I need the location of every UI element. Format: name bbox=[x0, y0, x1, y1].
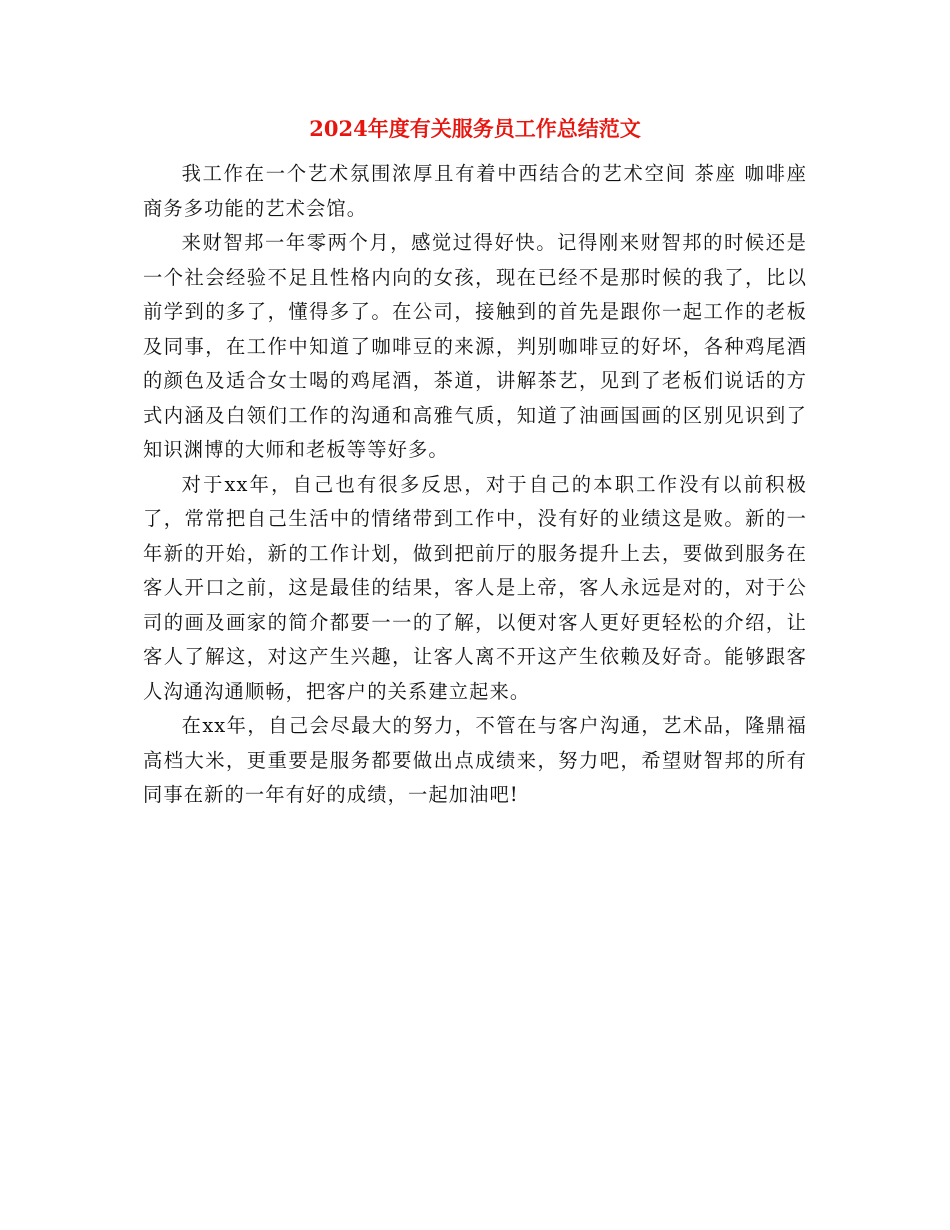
paragraph-outlook: 在xx年，自己会尽最大的努力，不管在与客户沟通，艺术品，隆鼎福高档大米，更重要是服务都要做出点成绩来，努力吧，希望财智邦的所有同事在新的一年有好的成绩，一起加油吧! bbox=[143, 714, 807, 806]
paragraph-intro: 我工作在一个艺术氛围浓厚且有着中西结合的艺术空间 茶座 咖啡座 商务多功能的艺术会馆。 bbox=[143, 162, 807, 220]
paragraph-reflection: 对于xx年，自己也有很多反思，对于自己的本职工作没有以前积极了，常常把自己生活中的情绪带到工作中，没有好的业绩这是败。新的一年新的开始，新的工作计划，做到把前厅的服务提升上去，要做到服务在客人开口之前，这是最佳的结果，客人是上帝，客人永远是对的，对于公司的画及画家的简介都要一一的了解，以便对客人更好更轻松的介绍，让客人了解这，对这产生兴趣，让客人离不开这产生依赖及好奇。能够跟客人沟通沟通顺畅，把客户的关系建立起来。 bbox=[143, 472, 807, 703]
document-title: 2024年度有关服务员工作总结范文 bbox=[309, 116, 641, 141]
document-body bbox=[143, 157, 807, 813]
paragraph-experience: 来财智邦一年零两个月，感觉过得好快。记得刚来财智邦的时候还是一个社会经验不足且性格内向的女孩，现在已经不是那时候的我了，比以前学到的多了，懂得多了。在公司，接触到的首先是跟你一起工作的老板及同事，在工作中知道了咖啡豆的来源，判别咖啡豆的好坏，各种鸡尾酒的颜色及适合女士喝的鸡尾酒，茶道，讲解茶艺，见到了老板们说话的方式内涵及白领们工作的沟通和高雅气质，知道了油画国画的区别见识到了知识渊博的大师和老板等等好多。 bbox=[143, 231, 807, 461]
